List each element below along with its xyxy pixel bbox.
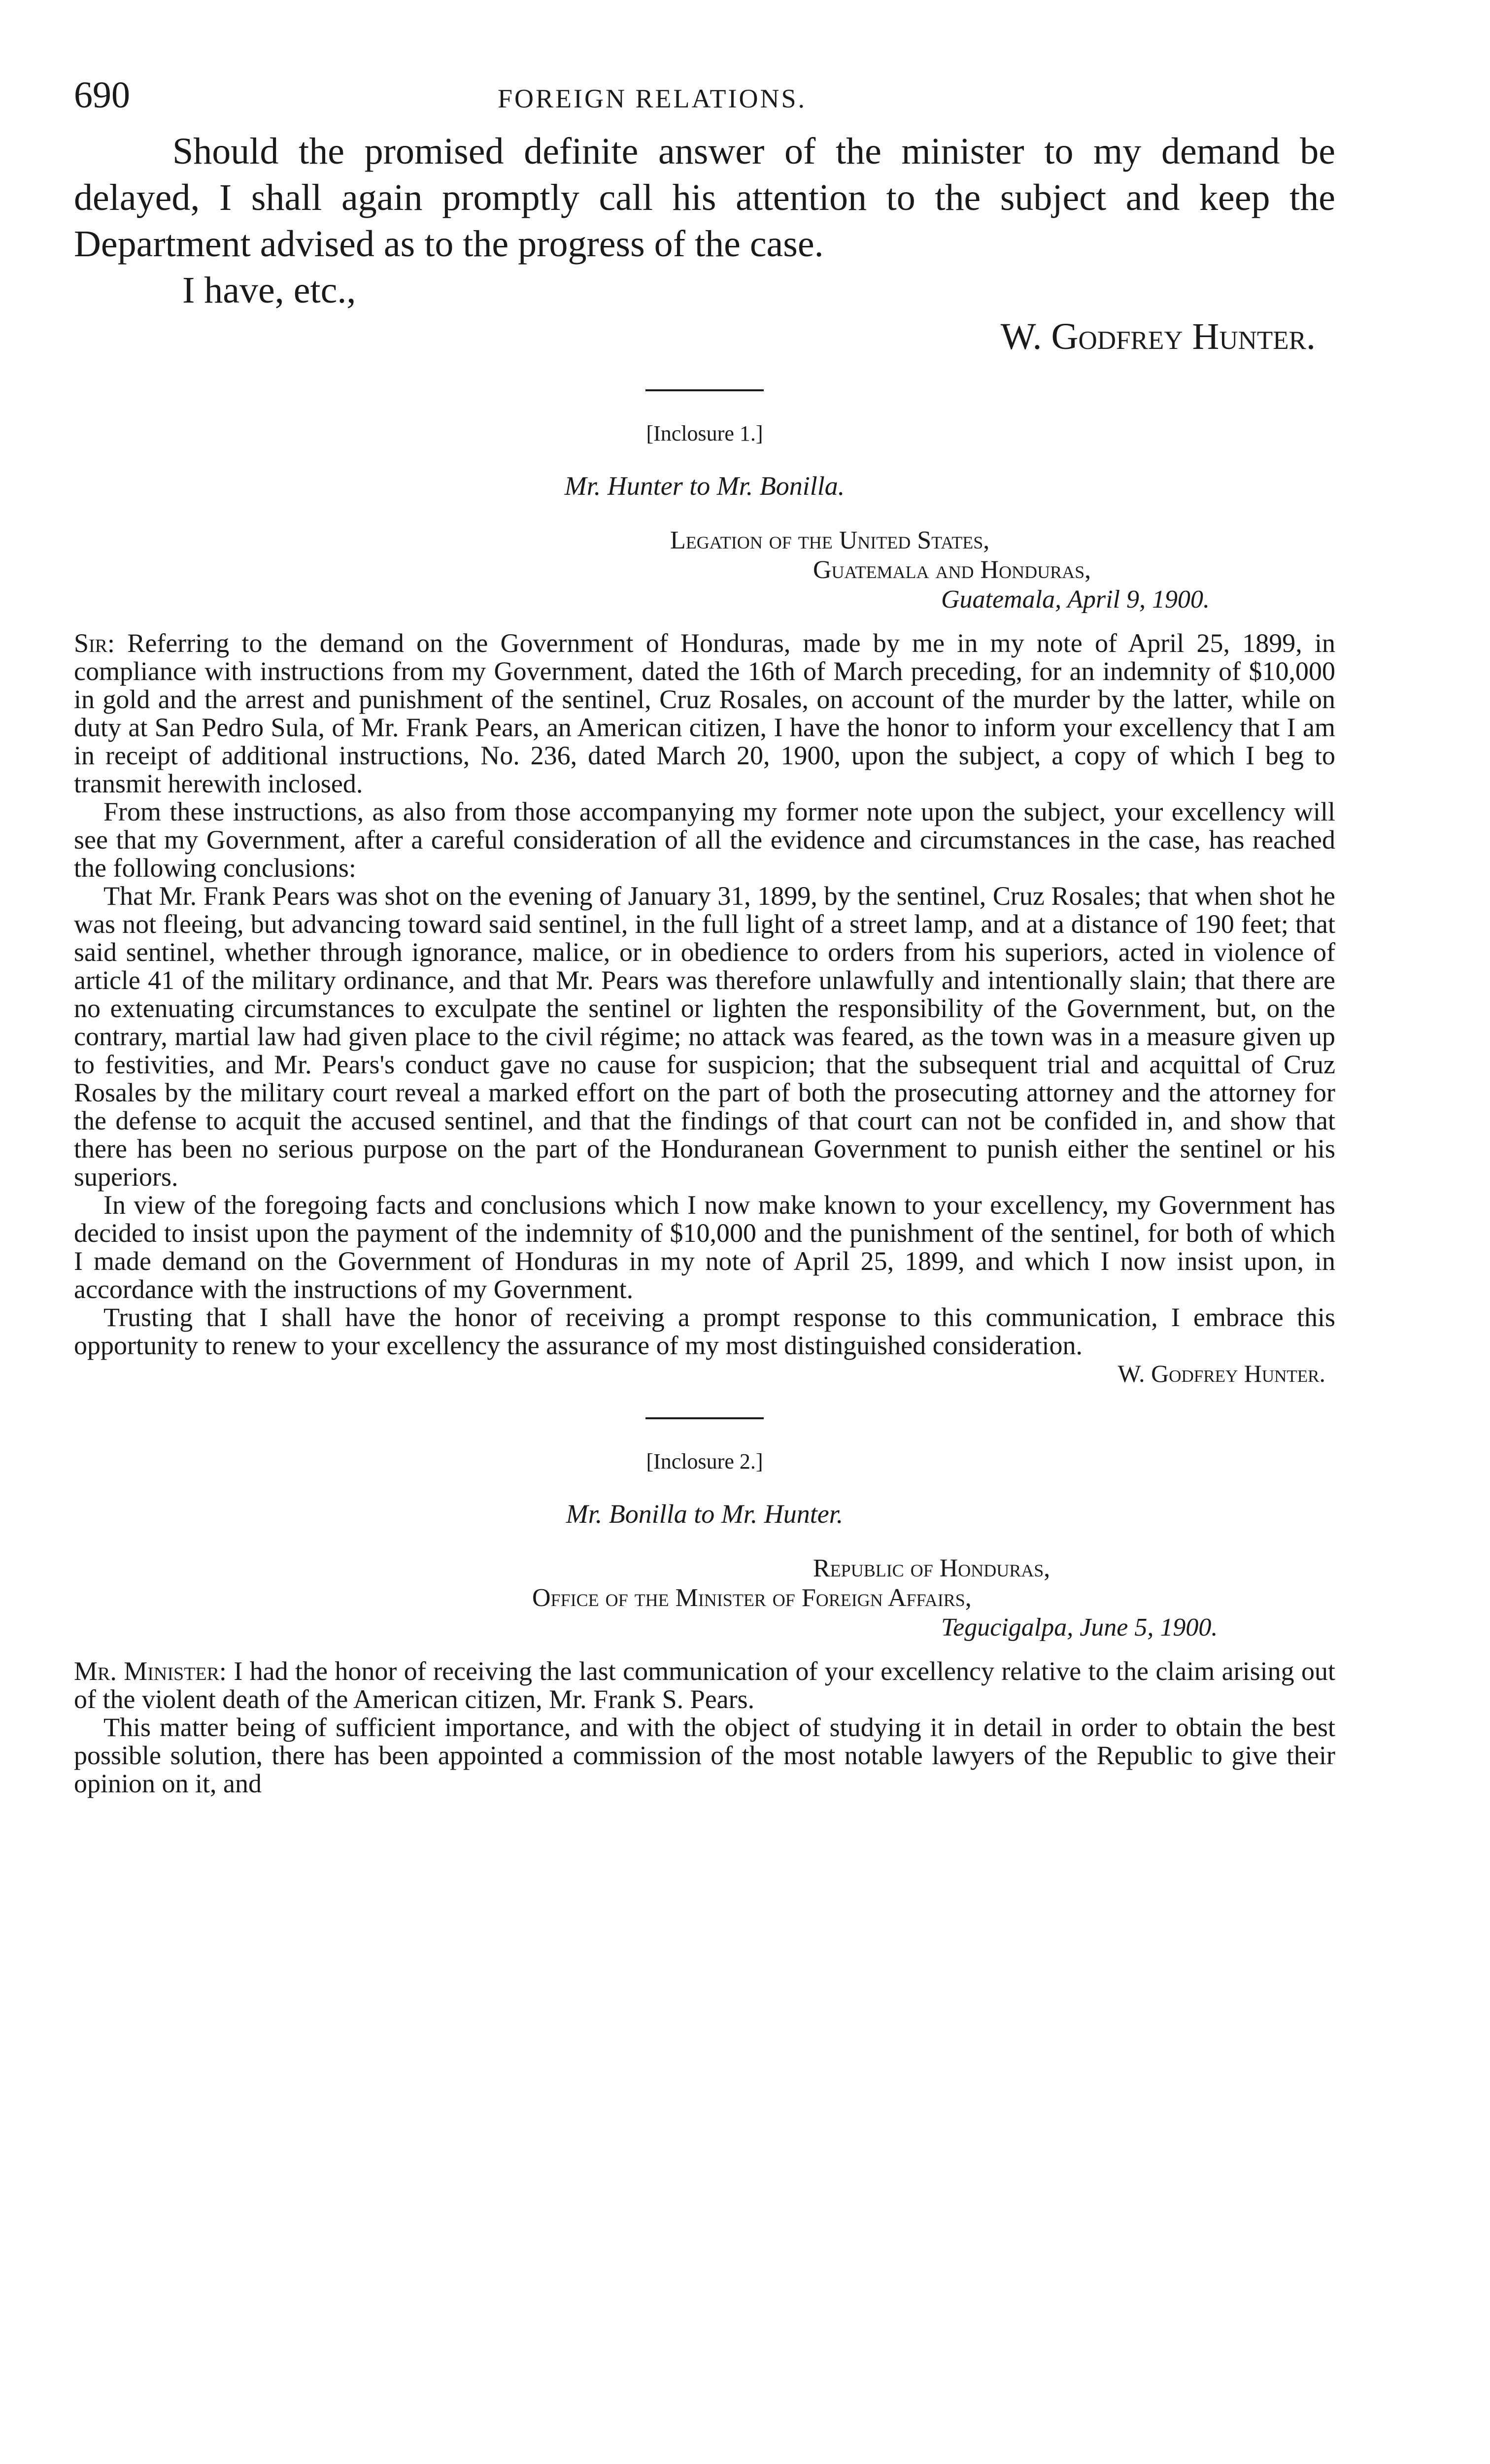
body-paragraph <box>74 1657 1335 1713</box>
body-paragraph: This matter being of sufficient importance, and with the object of studying it in detail in order to obtain the best possible solution, there has been appointed a commission of the most notable lawyers of the Republic to give their opinion on it, and <box>74 1712 1335 1798</box>
running-head <box>74 74 1335 128</box>
enclosure-2-body <box>74 1657 1335 1798</box>
document-page <box>74 74 1335 1798</box>
body-paragraph: From these instructions, as also from those accompanying my former note upon the subject, your excellency will see that my Government, after a careful consideration of all the evidence and circumstances in the case, has reached the following conclusions: <box>74 797 1335 883</box>
intro-closing: I have, etc., <box>182 270 356 311</box>
intro-section <box>74 128 1335 360</box>
intro-paragraph: Should the promised definite answer of the minister to my demand be delayed, I shall again promptly call his attention to the subject and keep the Department advised as to the progress of the case. <box>74 131 1335 265</box>
paragraph-text: Referring to the demand on the Government of Honduras, made by me in my note of April 25, 1899, in compliance with instructions from my Government, dated the 16th of March preceding, for an indemnity of $10,000 in gold and the arrest and punishment of the sentinel, Cruz Rosales, on account of the murder by the latter, while on duty at San Pedro Sula, of Mr. Frank Pears, an American citizen, I have the honor to inform your excellency that I am in receipt of additional instructions, No. 236, dated March 20, 1900, upon the subject, a copy of which I beg to transmit herewith inclosed. <box>74 628 1336 798</box>
enclosure-1-heading: Mr. Hunter to Mr. Bonilla. <box>564 471 845 501</box>
intro-signature: W. Godfrey Hunter. <box>1000 316 1316 357</box>
address-line: Legation of the United States, <box>670 526 990 554</box>
salutation: Sir: <box>74 628 115 658</box>
enclosure-1-address <box>74 526 1335 615</box>
address-date: Guatemala, April 9, 1900. <box>941 585 1210 614</box>
salutation: Mr. Minister: <box>74 1656 227 1686</box>
page-number: 690 <box>74 74 130 116</box>
address-date: Tegucigalpa, June 5, 1900. <box>941 1613 1218 1642</box>
body-paragraph: In view of the foregoing facts and conclusions which I now make known to your excellency, my Government has decided to insist upon the payment of the indemnity of $10,000 and the punishment of the sentinel, for both of which I made demand on the Government of Honduras in my note of April 25, 1899, and which I now insist upon, in accordance with the instructions of my Government. <box>74 1190 1335 1304</box>
body-paragraph: Trusting that I shall have the honor of receiving a prompt response to this communication, I embrace this opportunity to renew to your excellency the assurance of my most distinguished consideration. <box>74 1302 1335 1360</box>
enclosure-1-signature: W. Godfrey Hunter. <box>1118 1360 1325 1387</box>
running-title: FOREIGN RELATIONS. <box>498 84 807 113</box>
body-paragraph <box>74 629 1335 798</box>
address-line: Guatemala and Honduras, <box>813 556 1091 584</box>
enclosure-2-address <box>74 1554 1335 1643</box>
paragraph-text: I had the honor of receiving the last communication of your excellency relative to the claim arising out of the violent death of the American citizen, Mr. Frank S. Pears. <box>74 1656 1336 1714</box>
enclosure-1-label: [Inclosure 1.] <box>646 421 763 445</box>
section-divider <box>645 1417 764 1419</box>
enclosure-2-heading: Mr. Bonilla to Mr. Hunter. <box>566 1499 844 1529</box>
section-divider <box>645 389 764 391</box>
enclosure-1-body <box>74 629 1335 1388</box>
address-line: Republic of Honduras, <box>813 1554 1050 1582</box>
body-paragraph: That Mr. Frank Pears was shot on the evening of January 31, 1899, by the sentinel, Cruz Rosales; that when shot he was not fleeing, but advancing toward said sentinel, in the full light of a street lamp, and at a distance of 190 feet; that said sentinel, whether through ignorance, malice, or in obedience to orders from his superiors, acted in violence of article 41 of the military ordinance, and that Mr. Pears was therefore unlawfully and intentionally slain; that there are no extenuating circumstances to exculpate the sentinel or lighten the responsibility of the Government, but, on the contrary, martial law had given place to the civil régime; no attack was feared, as the town was in a measure given up to festivities, and Mr. Pears's conduct gave no cause for suspicion; that the subsequent trial and acquittal of Cruz Rosales by the military court reveal a marked effort on the part of both the prosecuting attorney and the attorney for the defense to acquit the accused sentinel, and that the findings of that court can not be confided in, and show that there has been no serious purpose on the part of the Honduranean Government to punish either the sentinel or his superiors. <box>74 881 1335 1192</box>
enclosure-2-label: [Inclosure 2.] <box>646 1449 763 1473</box>
address-line: Office of the Minister of Foreign Affairs, <box>532 1584 972 1612</box>
